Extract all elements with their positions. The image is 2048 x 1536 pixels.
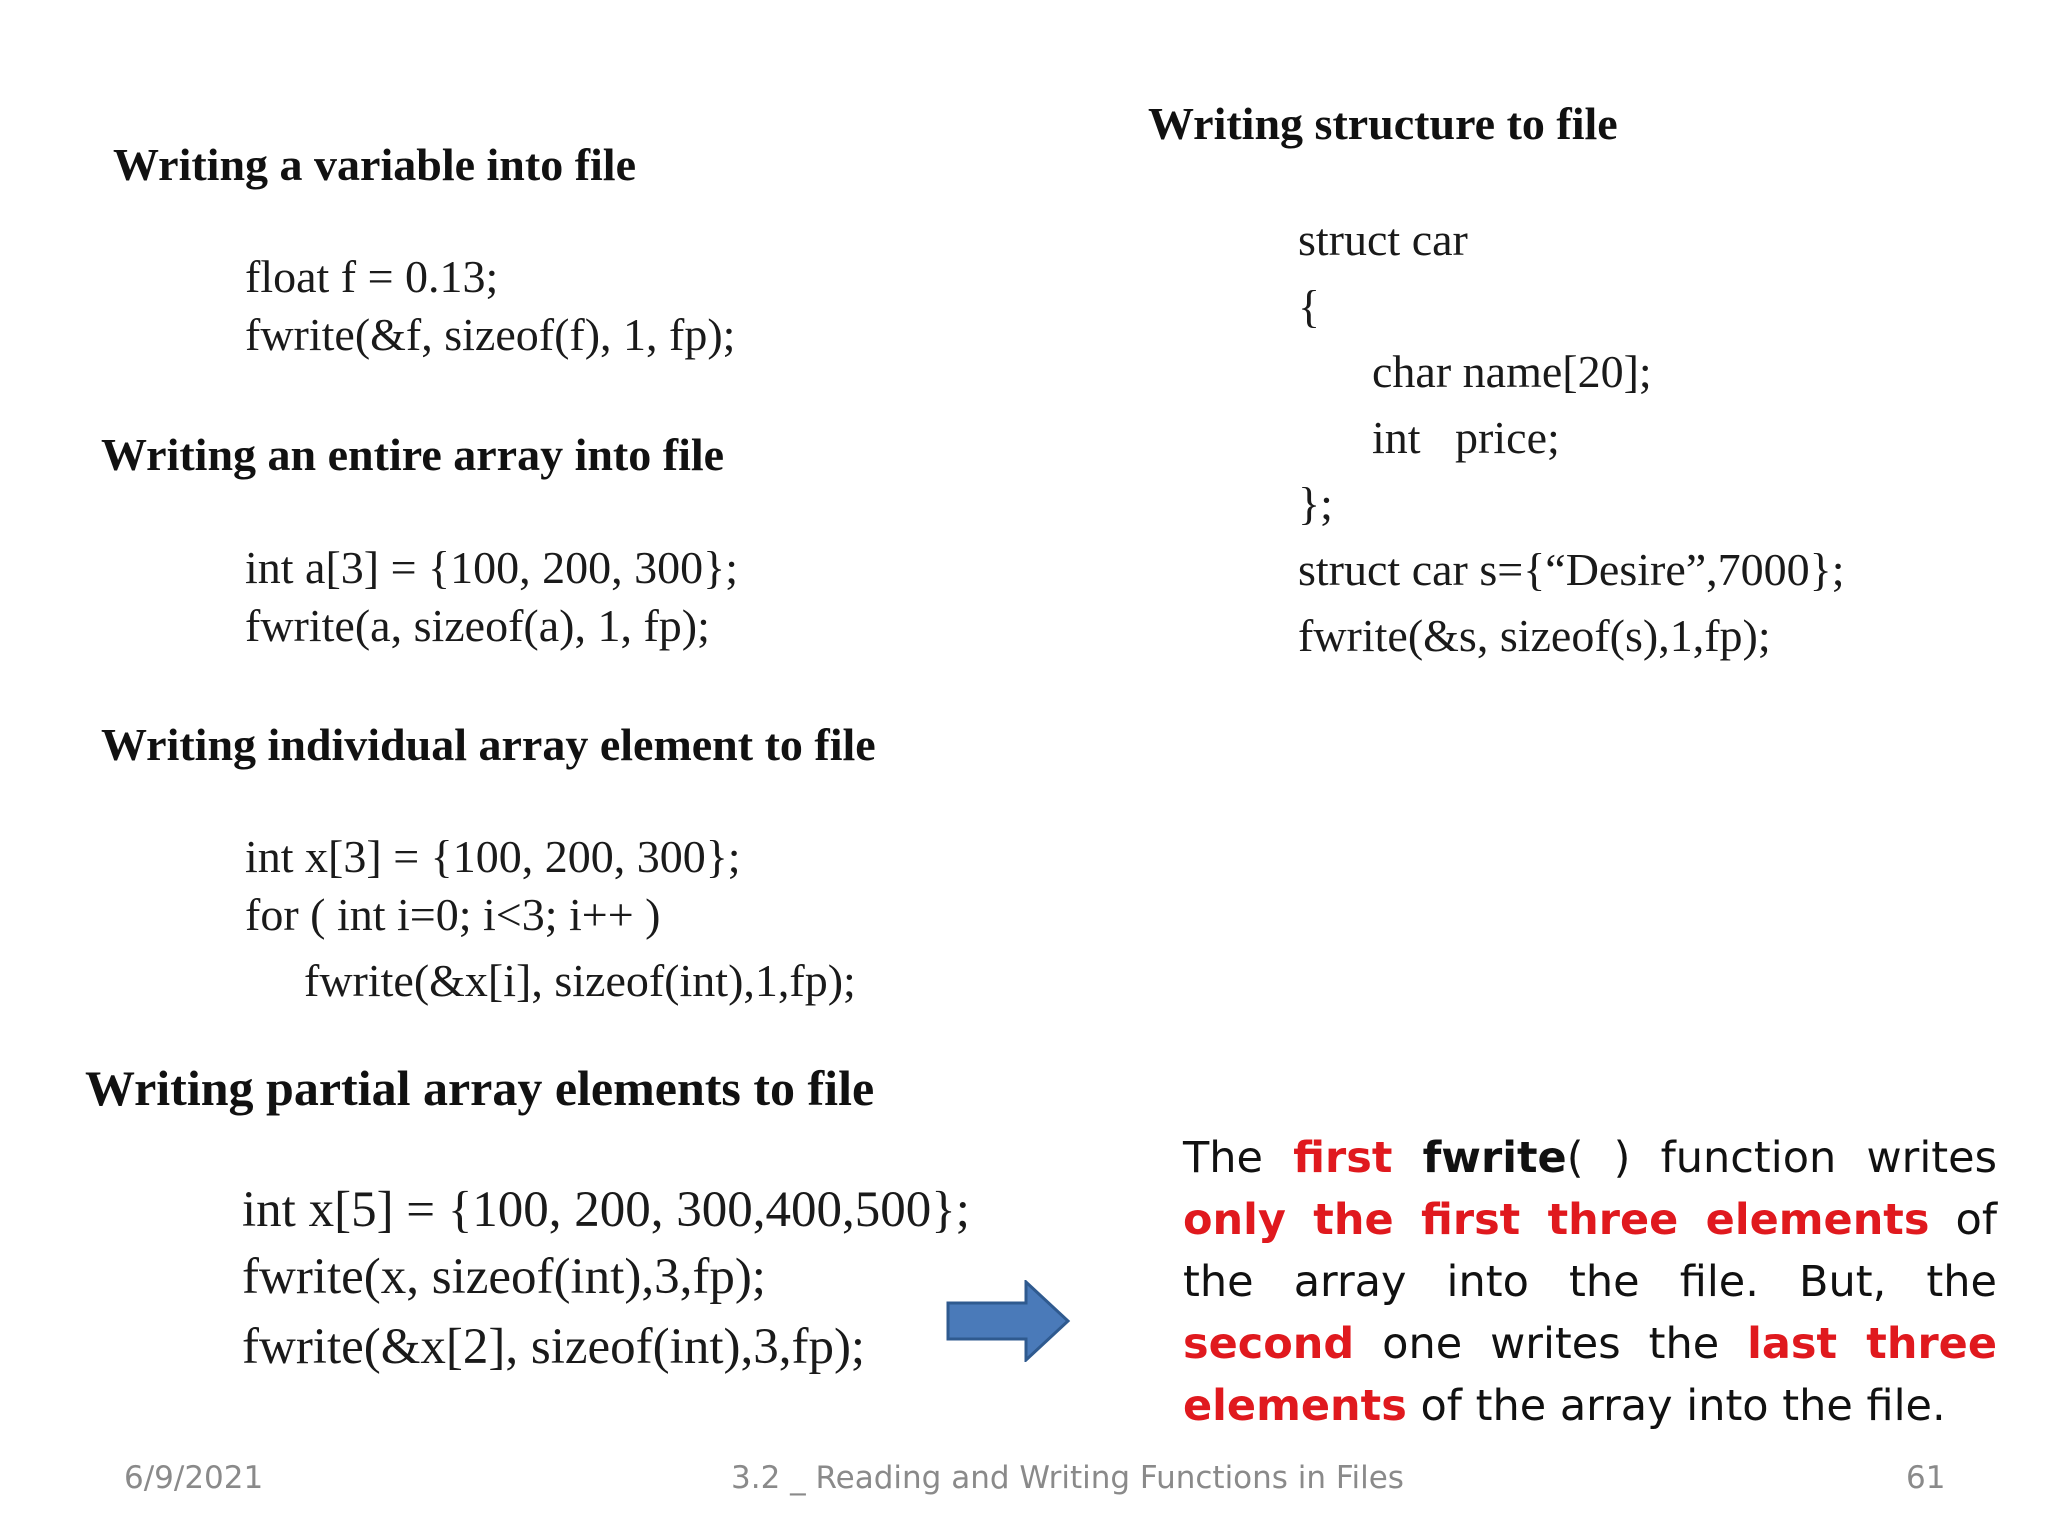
code-line: fwrite(&x[i], sizeof(int),1,fp);	[304, 955, 856, 1006]
footer-page-number: 61	[1906, 1460, 1946, 1496]
code-line: fwrite(&f, sizeof(f), 1, fp);	[245, 309, 736, 360]
code-line: for ( int i=0; i<3; i++ )	[245, 889, 661, 940]
explanation-text: of the array into the file. But, the	[1183, 1195, 1997, 1307]
right-arrow-shape	[948, 1282, 1068, 1360]
code-line: fwrite(a, sizeof(a), 1, fp);	[245, 600, 710, 651]
code-line: int price;	[1372, 412, 1560, 463]
code-line: struct car	[1298, 214, 1468, 265]
code-line: int a[3] = {100, 200, 300};	[245, 542, 738, 593]
explanation-text	[1392, 1133, 1422, 1183]
explanation-text: of the array into the file.	[1406, 1381, 1946, 1431]
heading-writing-structure: Writing structure to file	[1148, 98, 1618, 149]
footer-date: 6/9/2021	[124, 1460, 264, 1496]
heading-writing-element: Writing individual array element to file	[101, 719, 876, 770]
highlight-last-three: last three elements	[1183, 1319, 1997, 1431]
highlight-second: second	[1183, 1319, 1355, 1369]
code-line: int x[3] = {100, 200, 300};	[245, 831, 741, 882]
explanation-text: The	[1183, 1133, 1294, 1183]
explanation-text: one writes the	[1354, 1319, 1748, 1369]
highlight-first: first	[1293, 1133, 1393, 1183]
right-arrow-icon	[946, 1280, 1072, 1362]
code-line: fwrite(x, sizeof(int),3,fp);	[242, 1249, 766, 1305]
code-line: struct car s={“Desire”,7000};	[1298, 544, 1845, 595]
code-line: fwrite(&s, sizeof(s),1,fp);	[1298, 610, 1771, 661]
code-line: fwrite(&x[2], sizeof(int),3,fp);	[242, 1319, 866, 1375]
code-line: int x[5] = {100, 200, 300,400,500};	[242, 1182, 970, 1238]
heading-writing-array: Writing an entire array into file	[101, 429, 725, 480]
code-line: };	[1298, 478, 1333, 529]
function-name-fwrite: fwrite	[1422, 1133, 1567, 1183]
heading-writing-partial: Writing partial array elements to file	[85, 1060, 875, 1116]
code-line: char name[20];	[1372, 346, 1652, 397]
explanation-paragraph	[1183, 1127, 1997, 1437]
heading-writing-variable: Writing a variable into file	[113, 139, 637, 190]
code-line: float f = 0.13;	[245, 251, 499, 302]
footer-title: 3.2 _ Reading and Writing Functions in Files	[731, 1460, 1404, 1496]
highlight-only-first-three: only the first three elements	[1183, 1195, 1930, 1245]
code-line: {	[1298, 281, 1321, 332]
explanation-text: ( ) function writes	[1566, 1133, 1997, 1183]
